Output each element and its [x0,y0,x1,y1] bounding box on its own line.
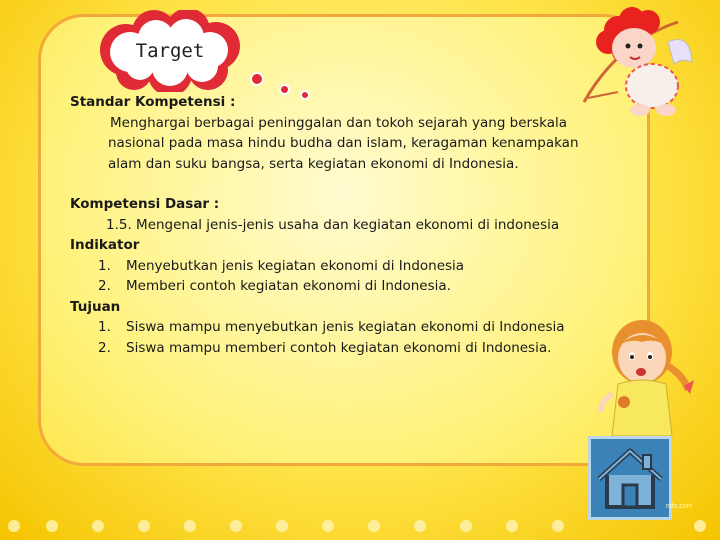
tujuan-text: Siswa mampu menyebutkan jenis kegiatan ekonomi di Indonesia [126,319,565,335]
kd-heading: Kompetensi Dasar : [70,196,220,212]
sk-line-1: Menghargai berbagai peninggalan dan tokoh sejarah yang berskala [110,114,568,131]
sk-line-3: alam dan suku bangsa, serta kegiatan ekonomi di Indonesia. [108,155,519,172]
watermark: nds.com [666,503,693,510]
home-icon [591,439,669,517]
sk-heading: Standar Kompetensi : [70,94,236,110]
indikator-item-2 [70,276,630,297]
tujuan-item-1 [70,317,630,338]
cupid-icon [578,2,696,120]
indikator-num: 1. [98,257,111,274]
tujuan-num: 2. [98,339,111,356]
indikator-heading: Indikator [70,237,140,253]
thought-bubble-large [250,72,264,86]
tujuan-heading: Tujuan [70,298,121,315]
home-button[interactable] [588,436,672,520]
tujuan-item-2 [70,338,630,359]
tujuan-num: 1. [98,319,111,335]
indikator-item-1 [70,256,630,277]
indikator-text: Memberi contoh kegiatan ekonomi di Indonesia. [126,278,451,294]
sk-line-2: nasional pada masa hindu budha dan islam, keragaman kenampakan [108,135,579,151]
indikator-num: 2. [98,278,111,294]
indikator-text: Menyebutkan jenis kegiatan ekonomi di Indonesia [126,257,465,274]
tujuan-text: Siswa mampu memberi contoh kegiatan ekonomi di Indonesia. [126,339,552,356]
slide-content [70,92,630,358]
target-label: Target [135,40,205,62]
kd-item: 1.5. Mengenal jenis-jenis usaha dan kegiatan ekonomi di indonesia [106,216,560,233]
